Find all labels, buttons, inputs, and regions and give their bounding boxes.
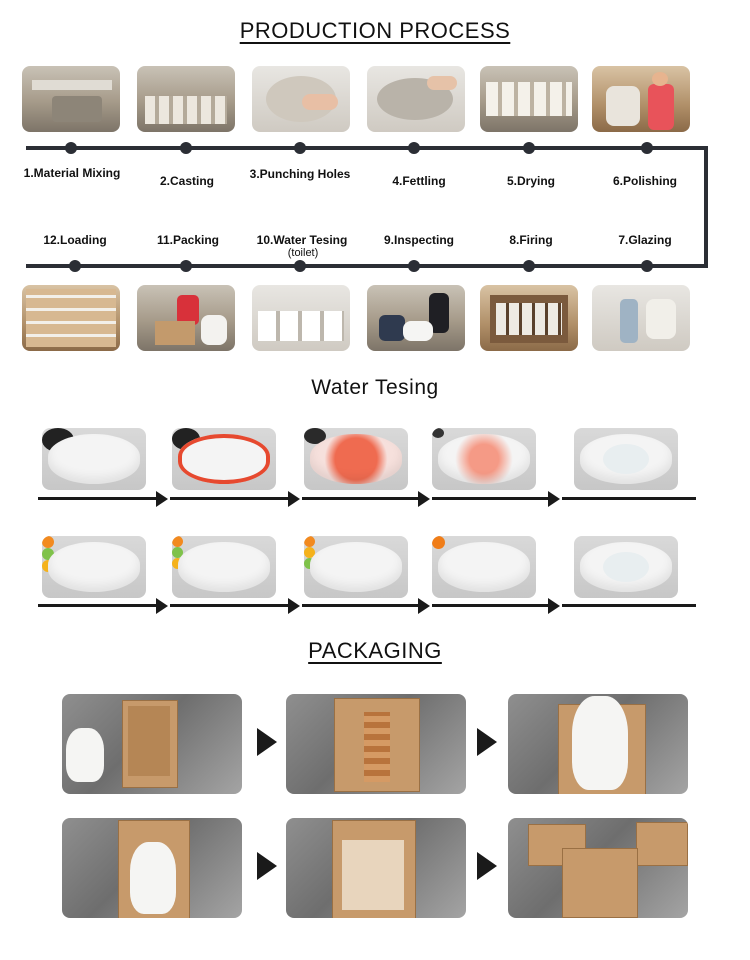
step-dot [294,260,306,272]
drying-photo [480,66,578,132]
arrow-icon [548,491,560,507]
arrow-line [562,604,696,607]
step-label: 1.Material Mixing [23,166,121,180]
step-label: 7.Glazing [618,233,672,247]
punching-holes-photo [252,66,350,132]
step-label: 11.Packing [156,233,220,247]
production-title: PRODUCTION PROCESS [239,18,511,43]
arrow-icon [257,852,277,880]
step-dot [69,260,81,272]
polishing-photo [592,66,690,132]
arrow-icon [288,491,300,507]
arrow-line [432,604,548,607]
inspecting-photo [367,285,465,351]
step-label: 2.Casting [159,174,214,188]
material-mixing-photo [22,66,120,132]
arrow-line [432,497,548,500]
packaging-photo [286,694,466,794]
step-label: 6.Polishing [612,174,677,188]
arrow-line [38,497,156,500]
step-label: 9.Inspecting [383,233,454,247]
step-dot [408,260,420,272]
arrow-line [302,604,418,607]
water-test-bowl [574,536,678,598]
packaging-photo [62,694,242,794]
water-test-bowl [574,428,678,490]
water-testing-title: Water Tesing [311,376,439,399]
step-dot [523,260,535,272]
step-label: 4.Fettling [392,174,446,188]
packaging-photo [286,818,466,918]
water-test-bowl [172,428,276,490]
water-test-bowl [172,536,276,598]
arrow-icon [477,852,497,880]
water-test-bowl [42,428,146,490]
water-test-bowl [432,428,536,490]
step-label-note: (toilet) [287,247,319,259]
arrow-icon [548,598,560,614]
arrow-icon [156,598,168,614]
arrow-icon [418,491,430,507]
packing-photo [137,285,235,351]
step-label: 3.Punching Holes [249,167,351,181]
arrow-line [38,604,156,607]
packaging-photo [508,818,688,918]
arrow-icon [257,728,277,756]
step-dot [408,142,420,154]
loading-photo [22,285,120,351]
firing-photo [480,285,578,351]
water-test-bowl [304,536,408,598]
step-dot [180,142,192,154]
arrow-icon [156,491,168,507]
arrow-line [170,497,288,500]
step-label: 12.Loading [43,233,107,247]
step-dot [641,260,653,272]
packaging-title: PACKAGING [308,638,442,663]
water-test-bowl [42,536,146,598]
arrow-line [562,497,696,500]
packaging-photo [508,694,688,794]
water-test-bowl [432,536,536,598]
step-dot [294,142,306,154]
step-dot [523,142,535,154]
step-label: 8.Firing [509,233,553,247]
arrow-line [170,604,288,607]
arrow-icon [288,598,300,614]
process-line-right [704,146,708,268]
packaging-photo [62,818,242,918]
process-line-bottom [26,264,708,268]
water-testing-photo [252,285,350,351]
casting-photo [137,66,235,132]
glazing-photo [592,285,690,351]
step-dot [641,142,653,154]
fettling-photo [367,66,465,132]
process-line-top [26,146,708,150]
step-dot [65,142,77,154]
arrow-icon [418,598,430,614]
arrow-icon [477,728,497,756]
step-dot [180,260,192,272]
step-label: 5.Drying [506,174,555,188]
step-label: 10.Water Tesing [256,233,348,247]
water-test-bowl [304,428,408,490]
arrow-line [302,497,418,500]
